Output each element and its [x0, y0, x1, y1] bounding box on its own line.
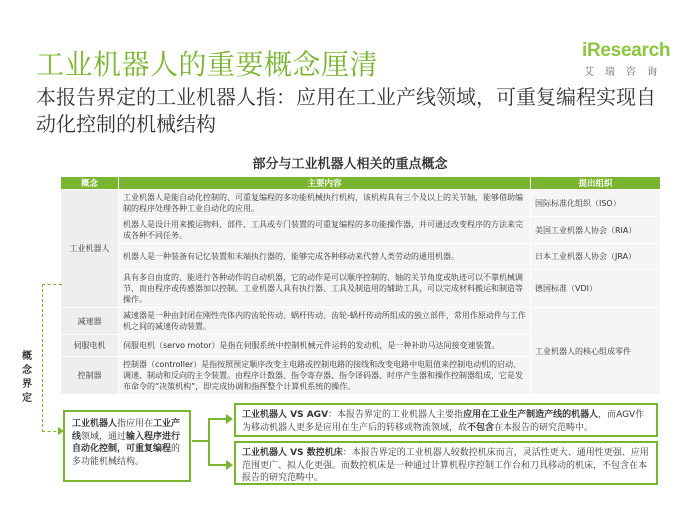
cmp-agv-text-3: 在本报告的研究范畴中。	[494, 422, 594, 433]
def-bold-3: 输入程序进行自动化控制，可重复编程	[72, 431, 181, 454]
row-content: 机器人是一种装备有记忆装置和末端执行器的，能够完成各种移动来代替人类劳动的通用机器。	[119, 244, 531, 270]
row-content: 工业机器人是能自动化控制的、可重复编程的多功能机械执行机构，该机构具有三个及以上的关节轴，能够借助编制的程序处理各种工业自动化的应用。	[119, 190, 531, 217]
table-row	[61, 244, 661, 270]
row-org: 日本工业机器人协会（JRA）	[531, 244, 661, 270]
dashed-connector-vertical	[42, 284, 43, 432]
logo-subtext: 艾瑞咨询	[584, 67, 668, 78]
header-org: 提出组织	[531, 177, 661, 190]
definition-box	[63, 410, 191, 482]
concept-reducer: 减速器	[61, 308, 119, 335]
cmp-agv-bold-1: 工业机器人 VS AGV	[242, 410, 329, 420]
arrow-right-icon	[226, 414, 233, 424]
cmp-agv-bold-3: 不包含	[467, 422, 495, 433]
table-row	[61, 190, 661, 217]
table-row	[61, 270, 661, 308]
concept-controller: 控制器	[61, 357, 119, 395]
iresearch-logo	[582, 40, 671, 80]
row-org: 德国标准（VDI）	[531, 270, 661, 308]
page-subtitle: 本报告界定的工业机器人指：应用在工业产线领域，可重复编程实现自动化控制的机械结构	[36, 85, 656, 136]
row-org: 美国工业机器人协会（RIA）	[531, 217, 661, 244]
compare-cnc-box	[234, 441, 658, 485]
row-content: 控制器（controller）是指按照预定顺序改变主电路或控制电路的接线和改变电路中电阻值来控制电动机的启动、调速、制动和反向的主令装置。由程序计数器、指令寄存器、指令译码器、时序产生器和操作控制器组成，它是发布命令的“决策机构”，即完成协调和指挥整个计算机系统的操作。	[119, 357, 531, 395]
table-title: 部分与工业机器人相关的重点概念	[252, 157, 448, 172]
bracket-stem	[192, 440, 208, 442]
def-bold-1: 工业机器人	[72, 419, 118, 429]
header-concept: 概念	[61, 177, 119, 190]
compare-agv-box	[234, 403, 658, 437]
row-content: 减速器是一种由封闭在刚性壳体内的齿轮传动、蜗杆传动、齿轮-蜗杆传动所组成的独立部件，常用作原动件与工作机之间的减速传动装置。	[119, 308, 531, 335]
def-text-1: 指应用在	[117, 419, 154, 429]
table-header-row	[61, 177, 661, 190]
bracket-vertical	[208, 418, 210, 465]
cmp-agv-text-2: ，而AGV作为移动机器人更多是应用在生产后的转移或物流领域，故	[242, 410, 645, 433]
row-content: 机器人是设计用来搬运物料、部件、工具或专门装置的可重复编程的多功能操作器，并可通过改变程序的方法来完成各种不同任务。	[119, 217, 531, 244]
arrow-right-icon	[226, 460, 233, 470]
header-content: 主要内容	[119, 177, 531, 190]
row-content: 伺服电机（servo motor）是指在伺服系统中控制机械元件运转的发动机，是一种补助马达间接变速装置。	[119, 335, 531, 357]
cmp-cnc-bold-1: 工业机器人 VS 数控机床	[242, 448, 343, 458]
logo-wordmark: iResearch	[582, 40, 671, 61]
concept-industrial-robot: 工业机器人	[61, 190, 119, 308]
row-org-components: 工业机器人的核心组成零件	[531, 308, 661, 395]
concept-table	[60, 176, 661, 395]
bracket-top	[208, 418, 228, 420]
row-content: 具有多自由度的、能进行各种动作的自动机器，它的动作是可以顺序控制的、轴的关节角度或轨迹可以不靠机械调节，而由程序或传感器加以控制。工业机器人具有执行器、工具及制造用的辅助工具，可以完成材料搬运和制造等操作。	[119, 270, 531, 308]
def-bold-2: 工业产线	[72, 419, 181, 442]
side-label-concept-definition: 概念界定	[22, 351, 32, 404]
table-row	[61, 217, 661, 244]
table-row	[61, 308, 661, 335]
def-text-2: 领域，通过	[81, 431, 127, 442]
row-org: 国际标准化组织（ISO）	[531, 190, 661, 217]
dashed-connector-top	[42, 284, 62, 285]
concept-servo-motor: 伺服电机	[61, 335, 119, 357]
cmp-agv-text-1: ：本报告界定的工业机器人主要指	[328, 410, 464, 420]
page-title: 工业机器人的重要概念厘清	[36, 48, 379, 81]
cmp-agv-bold-2: 应用在工业生产制造产线的机器人	[463, 410, 599, 420]
def-text-3: 的多功能机械结构。	[72, 444, 181, 467]
bracket-bottom	[208, 464, 228, 466]
cmp-cnc-text-1: ：本报告界定的工业机器人较数控机床而言，灵活性更大、通用性更强、应用范围更广、拟人化更强。而数控机床是一种通过计算机程序控制工作台和刀具移动的机床，不包含在本报告的研究范畴中。	[242, 448, 649, 483]
